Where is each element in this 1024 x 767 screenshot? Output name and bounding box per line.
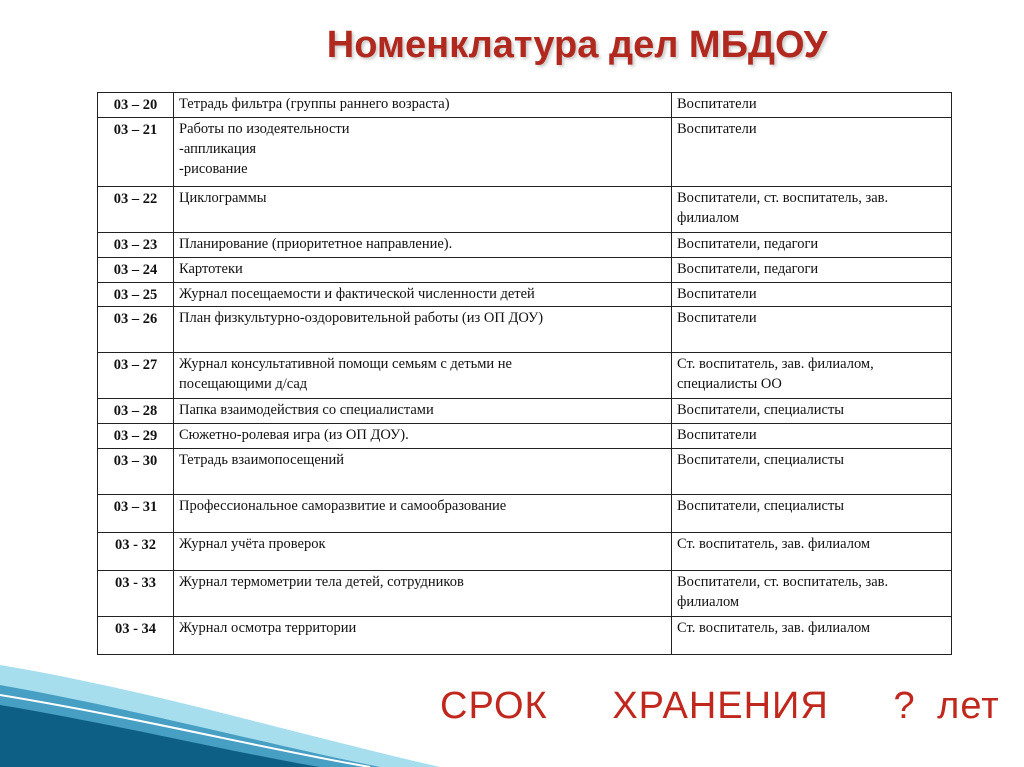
row-code: 03 – 20	[98, 93, 174, 118]
row-responsible: Воспитатели	[672, 118, 952, 187]
row-code: 03 – 23	[98, 233, 174, 258]
row-code: 03 – 27	[98, 353, 174, 399]
row-responsible: Воспитатели, педагоги	[672, 233, 952, 258]
row-responsible: Воспитатели, педагоги	[672, 258, 952, 283]
table-row	[98, 353, 952, 399]
row-title: Журнал консультативной помощи семьям с детьми не посещающими д/сад	[174, 353, 672, 399]
row-code: 03 – 21	[98, 118, 174, 187]
row-title: Журнал осмотра территории	[174, 617, 672, 655]
row-code: 03 – 30	[98, 449, 174, 495]
row-responsible: Воспитатели, ст. воспитатель, зав. филиалом	[672, 187, 952, 233]
row-title: Планирование (приоритетное направление).	[174, 233, 672, 258]
row-title: Журнал учёта проверок	[174, 533, 672, 571]
table-row	[98, 283, 952, 307]
row-code: 03 – 26	[98, 307, 174, 353]
row-responsible: Ст. воспитатель, зав. филиалом	[672, 533, 952, 571]
row-title: Сюжетно-ролевая игра (из ОП ДОУ).	[174, 424, 672, 449]
row-title: Папка взаимодействия со специалистами	[174, 399, 672, 424]
row-title: Тетрадь взаимопосещений	[174, 449, 672, 495]
row-code: 03 – 22	[98, 187, 174, 233]
row-responsible: Воспитатели	[672, 424, 952, 449]
table-row	[98, 258, 952, 283]
row-title: План физкультурно-оздоровительной работы (из ОП ДОУ)	[174, 307, 672, 353]
row-code: 03 – 25	[98, 283, 174, 307]
slide-title: Номенклатура дел МБДОУ	[326, 24, 828, 66]
table-row	[98, 424, 952, 449]
row-title: Тетрадь фильтра (группы раннего возраста)	[174, 93, 672, 118]
table-row	[98, 399, 952, 424]
row-code: 03 - 33	[98, 571, 174, 617]
row-responsible: Воспитатели, специалисты	[672, 399, 952, 424]
row-responsible: Воспитатели	[672, 93, 952, 118]
row-title: Журнал посещаемости и фактической численности детей	[174, 283, 672, 307]
row-code: 03 - 34	[98, 617, 174, 655]
table-row	[98, 233, 952, 258]
storage-term-footer: СРОК ХРАНЕНИЯ ? лет	[440, 685, 1000, 727]
row-title: Картотеки	[174, 258, 672, 283]
row-code: 03 - 32	[98, 533, 174, 571]
row-title: Профессиональное саморазвитие и самообразование	[174, 495, 672, 533]
row-responsible: Воспитатели	[672, 283, 952, 307]
row-responsible: Воспитатели, специалисты	[672, 449, 952, 495]
row-title: Журнал термометрии тела детей, сотрудников	[174, 571, 672, 617]
row-responsible: Ст. воспитатель, зав. филиалом, специалисты ОО	[672, 353, 952, 399]
table-row	[98, 449, 952, 495]
table-row	[98, 571, 952, 617]
row-responsible: Воспитатели	[672, 307, 952, 353]
row-responsible: Воспитатели, ст. воспитатель, зав. филиалом	[672, 571, 952, 617]
row-code: 03 – 24	[98, 258, 174, 283]
table-row	[98, 118, 952, 187]
table-row	[98, 533, 952, 571]
row-code: 03 – 29	[98, 424, 174, 449]
table-row	[98, 187, 952, 233]
table-row	[98, 495, 952, 533]
row-code: 03 – 28	[98, 399, 174, 424]
row-code: 03 – 31	[98, 495, 174, 533]
row-title: Циклограммы	[174, 187, 672, 233]
row-responsible: Воспитатели, специалисты	[672, 495, 952, 533]
nomenclature-table	[97, 92, 952, 655]
table-row	[98, 307, 952, 353]
row-title: Работы по изодеятельности -аппликация -рисование	[174, 118, 672, 187]
row-responsible: Ст. воспитатель, зав. филиалом	[672, 617, 952, 655]
table-row	[98, 93, 952, 118]
